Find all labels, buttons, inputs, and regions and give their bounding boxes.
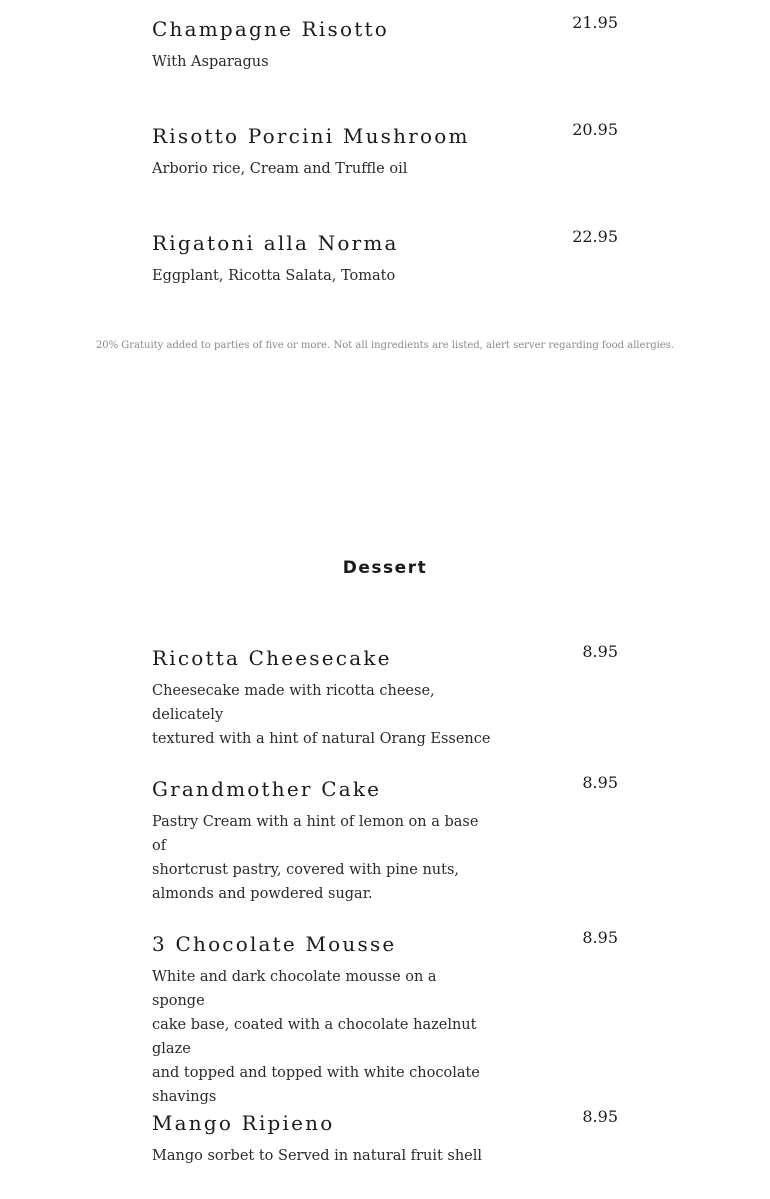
menu-item-description: Pastry Cream with a hint of lemon on a base of shortcrust pastry, covered with pine nuts, almonds and powdered sugar.	[152, 814, 479, 902]
menu-item	[152, 928, 618, 1109]
menu-item-price: 20.95	[572, 120, 618, 139]
menu-item-price: 21.95	[572, 13, 618, 32]
menu-item-price: 8.95	[582, 1107, 618, 1126]
menu-item	[152, 642, 618, 751]
menu-item-name: Risotto Porcini Mushroom	[152, 124, 470, 148]
menu-item	[152, 1107, 618, 1168]
menu-item-description: Mango sorbet to Served in natural fruit shell	[152, 1148, 483, 1164]
menu-item-price: 8.95	[582, 773, 618, 792]
menu-item-name: Grandmother Cake	[152, 777, 382, 801]
menu-item-description: Arborio rice, Cream and Truffle oil	[152, 161, 408, 177]
menu-item-price: 8.95	[582, 928, 618, 947]
menu-item-name: 3 Chocolate Mousse	[152, 932, 397, 956]
menu-item	[152, 773, 618, 906]
menu-item-name: Champagne Risotto	[152, 17, 389, 41]
menu-item-description: With Asparagus	[152, 54, 269, 70]
gratuity-footnote: 20% Gratuity added to parties of five or more. Not all ingredients are listed, alert server regarding food allergies.	[95, 340, 675, 351]
menu-item-price: 8.95	[582, 642, 618, 661]
menu-item-description: White and dark chocolate mousse on a sponge cake base, coated with a chocolate hazelnut glaze and topped and topped with white chocolate shavings	[152, 969, 480, 1105]
section-title-dessert: Dessert	[342, 558, 428, 578]
menu-item-name: Rigatoni alla Norma	[152, 231, 399, 255]
menu-item-name: Ricotta Cheesecake	[152, 646, 392, 670]
menu-item-price: 22.95	[572, 227, 618, 246]
menu-item-name: Mango Ripieno	[152, 1111, 335, 1135]
menu-item-description: Eggplant, Ricotta Salata, Tomato	[152, 268, 396, 284]
menu-item	[152, 227, 618, 288]
menu-item	[152, 120, 618, 181]
menu-item-description: Cheesecake made with ricotta cheese, delicately textured with a hint of natural Orang Essence	[152, 683, 491, 747]
menu-item	[152, 13, 618, 74]
